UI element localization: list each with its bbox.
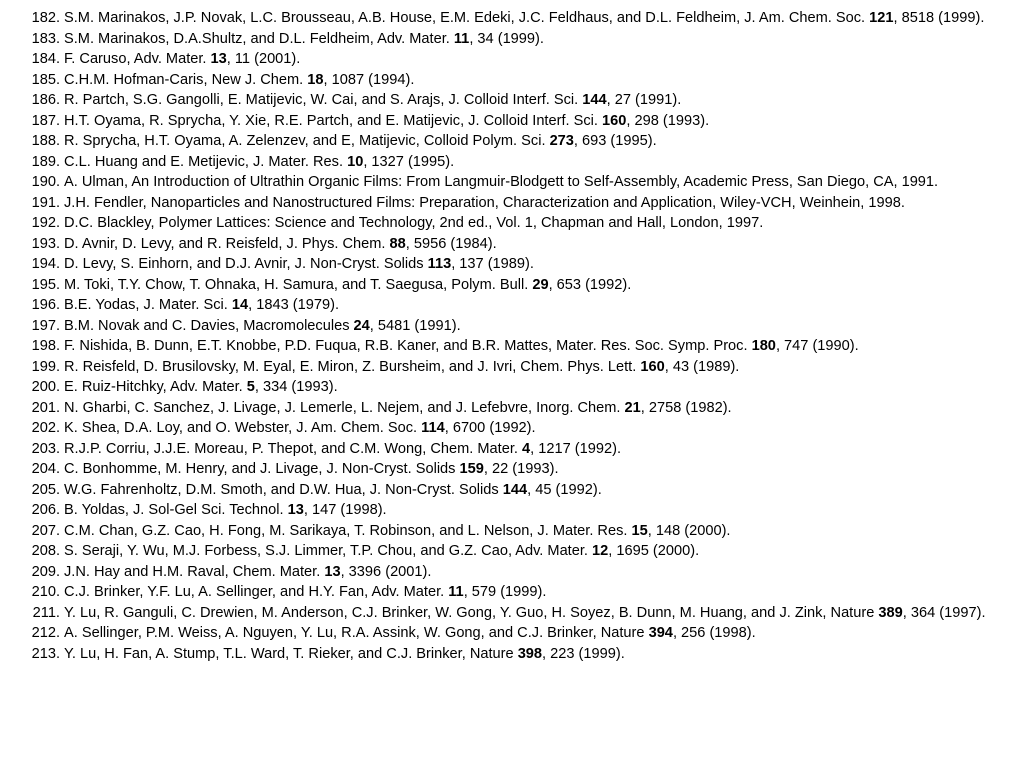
reference-volume: 144	[582, 92, 607, 108]
reference-pages-year: , 653 (1992).	[548, 276, 632, 293]
reference-pages-year: , 693 (1995).	[573, 133, 657, 149]
reference-number: 195.	[31, 276, 60, 293]
reference-number: 183.	[31, 30, 60, 47]
reference-text: A. Sellinger, P.M. Weiss, A. Nguyen, Y. Lu, R.A. Assink, W. Gong, and C.J. Brinker, Nature	[64, 625, 649, 641]
reference-volume: 4	[522, 440, 531, 457]
reference-number: 192.	[31, 215, 60, 231]
reference-item	[0, 644, 1012, 665]
reference-volume: 5	[246, 379, 255, 395]
reference-volume: 144	[502, 481, 528, 498]
reference-volume: 273	[549, 133, 574, 149]
reference-volume: 21	[624, 399, 641, 416]
reference-number: 187.	[31, 112, 60, 129]
reference-text: A. Ulman, An Introduction of Ultrathin Organic Films: From Langmuir-Blodgett to Self-Assembly, Academic Press, San Diego, CA, 1991.	[64, 174, 939, 190]
reference-text: J.N. Hay and H.M. Raval, Chem. Mater.	[64, 563, 325, 580]
reference-number: 197.	[31, 317, 60, 334]
reference-pages-year: , 5481 (1991).	[369, 317, 461, 334]
reference-number: 193.	[31, 235, 60, 252]
reference-item	[0, 398, 1012, 419]
reference-pages-year: , 298 (1993).	[626, 112, 710, 129]
reference-item	[0, 603, 1012, 624]
reference-item	[0, 29, 1012, 50]
reference-text: R. Partch, S.G. Gangolli, E. Matijevic, W. Cai, and S. Arajs, J. Colloid Interf. Sci.	[64, 92, 583, 108]
reference-pages-year: , 3396 (2001).	[340, 563, 432, 580]
reference-volume: 24	[353, 317, 370, 334]
reference-text: D. Avnir, D. Levy, and R. Reisfeld, J. Phys. Chem.	[64, 235, 390, 252]
reference-item	[0, 439, 1012, 460]
reference-number: 184.	[31, 51, 60, 67]
reference-text: Y. Lu, R. Ganguli, C. Drewien, M. Anderson, C.J. Brinker, W. Gong, Y. Guo, H. Soyez, B. Dunn, M. Huang, and J. Zink, Nature	[64, 604, 879, 621]
reference-item	[0, 275, 1012, 296]
reference-pages-year: , 747 (1990).	[775, 338, 859, 354]
reference-pages-year: , 1327 (1995).	[363, 153, 455, 170]
reference-pages-year: , 137 (1989).	[451, 256, 534, 272]
reference-number: 213.	[31, 645, 60, 662]
reference-text: E. Ruiz-Hitchky, Adv. Mater.	[64, 379, 247, 395]
reference-item	[0, 193, 1012, 214]
reference-item	[0, 90, 1012, 111]
reference-text: C. Bonhomme, M. Henry, and J. Livage, J. Non-Cryst. Solids	[64, 461, 460, 477]
reference-number: 201.	[31, 399, 60, 416]
reference-volume: 14	[231, 297, 249, 313]
reference-text: H.T. Oyama, R. Sprycha, Y. Xie, R.E. Partch, and E. Matijevic, J. Colloid Interf. Sci.	[64, 112, 603, 129]
reference-volume: 29	[532, 276, 549, 293]
reference-volume: 160	[602, 112, 627, 129]
reference-item	[0, 582, 1012, 603]
reference-pages-year: , 1087 (1994).	[323, 71, 415, 88]
reference-item	[0, 234, 1012, 255]
reference-number: 188.	[31, 133, 60, 149]
reference-text: K. Shea, D.A. Loy, and O. Webster, J. Am. Chem. Soc.	[64, 420, 422, 436]
reference-pages-year: , 43 (1989).	[664, 358, 740, 375]
reference-number: 199.	[31, 358, 60, 375]
reference-volume: 13	[210, 51, 227, 67]
reference-text: C.M. Chan, G.Z. Cao, H. Fong, M. Sarikaya, T. Robinson, and L. Nelson, J. Mater. Res.	[64, 522, 632, 539]
reference-pages-year: , 579 (1999).	[463, 584, 547, 600]
reference-number: 186.	[31, 92, 60, 108]
reference-pages-year: , 148 (2000).	[647, 522, 731, 539]
reference-volume: 159	[459, 461, 484, 477]
reference-volume: 398	[517, 645, 543, 662]
reference-pages-year: , 364 (1997).	[902, 604, 986, 621]
reference-text: R.J.P. Corriu, J.J.E. Moreau, P. Thepot, and C.M. Wong, Chem. Mater.	[64, 440, 523, 457]
reference-item	[0, 480, 1012, 501]
reference-volume: 18	[307, 71, 324, 88]
reference-item	[0, 8, 1012, 29]
reference-pages-year: , 34 (1999).	[469, 30, 544, 47]
reference-item	[0, 316, 1012, 337]
reference-volume: 394	[648, 625, 673, 641]
reference-item	[0, 500, 1012, 521]
reference-volume: 180	[751, 338, 776, 354]
reference-item	[0, 418, 1012, 439]
reference-pages-year: , 256 (1998).	[672, 625, 756, 641]
reference-text: R. Reisfeld, D. Brusilovsky, M. Eyal, E. Miron, Z. Bursheim, and J. Ivri, Chem. Phys. Lett.	[64, 358, 641, 375]
reference-number: 204.	[31, 461, 60, 477]
reference-item	[0, 623, 1012, 644]
reference-number: 207.	[31, 522, 60, 539]
reference-pages-year: , 6700 (1992).	[444, 420, 536, 436]
reference-volume: 11	[448, 584, 464, 600]
reference-number: 182.	[31, 10, 60, 26]
reference-item	[0, 152, 1012, 173]
reference-number: 210.	[31, 584, 60, 600]
reference-text: B.M. Novak and C. Davies, Macromolecules	[64, 317, 354, 334]
reference-text: D.C. Blackley, Polymer Lattices: Science and Technology, 2nd ed., Vol. 1, Chapman and Hall, London, 1997.	[64, 215, 764, 231]
reference-volume: 13	[324, 563, 341, 580]
reference-number: 206.	[31, 502, 60, 518]
reference-number: 208.	[31, 543, 60, 559]
reference-pages-year: , 27 (1991).	[606, 92, 682, 108]
reference-text: J.H. Fendler, Nanoparticles and Nanostructured Films: Preparation, Characterization and Application, Wiley-VCH, Weinhein, 1998.	[64, 194, 905, 211]
reference-item	[0, 377, 1012, 398]
reference-text: C.J. Brinker, Y.F. Lu, A. Sellinger, and H.Y. Fan, Adv. Mater.	[64, 584, 449, 600]
reference-number: 196.	[31, 297, 60, 313]
reference-item	[0, 459, 1012, 480]
reference-number: 198.	[31, 338, 60, 354]
reference-pages-year: , 8518 (1999).	[893, 10, 985, 26]
reference-pages-year: , 1695 (2000).	[608, 543, 700, 559]
reference-text: S.M. Marinakos, D.A.Shultz, and D.L. Feldheim, Adv. Mater.	[64, 30, 454, 47]
reference-item	[0, 521, 1012, 542]
reference-pages-year: , 11 (2001).	[226, 51, 301, 67]
reference-volume: 114	[421, 420, 445, 436]
reference-number: 194.	[31, 256, 60, 272]
reference-list	[0, 8, 1012, 664]
reference-item	[0, 172, 1012, 193]
reference-volume: 11	[453, 30, 470, 47]
reference-number: 185.	[31, 71, 60, 88]
reference-pages-year: , 1217 (1992).	[530, 440, 622, 457]
reference-text: W.G. Fahrenholtz, D.M. Smoth, and D.W. Hua, J. Non-Cryst. Solids	[64, 481, 503, 498]
reference-text: B.E. Yodas, J. Mater. Sci.	[64, 297, 232, 313]
reference-item	[0, 254, 1012, 275]
reference-text: R. Sprycha, H.T. Oyama, A. Zelenzev, and E, Matijevic, Colloid Polym. Sci.	[64, 133, 550, 149]
reference-volume: 121	[869, 10, 894, 26]
reference-pages-year: , 147 (1998).	[303, 502, 387, 518]
reference-volume: 113	[427, 256, 452, 272]
reference-number: 212.	[31, 625, 60, 641]
reference-number: 205.	[31, 481, 60, 498]
reference-text: F. Caruso, Adv. Mater.	[64, 51, 211, 67]
reference-item	[0, 357, 1012, 378]
reference-text: S. Seraji, Y. Wu, M.J. Forbess, S.J. Limmer, T.P. Chou, and G.Z. Cao, Adv. Mater.	[64, 543, 593, 559]
reference-number: 203.	[31, 440, 60, 457]
reference-pages-year: , 223 (1999).	[542, 645, 625, 662]
reference-item	[0, 562, 1012, 583]
reference-item	[0, 295, 1012, 316]
reference-text: D. Levy, S. Einhorn, and D.J. Avnir, J. Non-Cryst. Solids	[64, 256, 428, 272]
reference-number: 211.	[32, 604, 60, 621]
reference-item	[0, 70, 1012, 91]
reference-item	[0, 541, 1012, 562]
reference-item	[0, 49, 1012, 70]
reference-volume: 12	[592, 543, 609, 559]
reference-text: N. Gharbi, C. Sanchez, J. Livage, J. Lemerle, L. Nejem, and J. Lefebvre, Inorg. Chem.	[64, 399, 625, 416]
reference-text: C.L. Huang and E. Metijevic, J. Mater. Res.	[64, 153, 348, 170]
reference-pages-year: , 45 (1992).	[527, 481, 602, 498]
reference-volume: 160	[640, 358, 665, 375]
reference-number: 200.	[31, 379, 60, 395]
reference-volume: 10	[347, 153, 364, 170]
reference-text: C.H.M. Hofman-Caris, New J. Chem.	[64, 71, 308, 88]
reference-number: 202.	[31, 420, 60, 436]
reference-item	[0, 131, 1012, 152]
reference-volume: 15	[631, 522, 648, 539]
reference-text: F. Nishida, B. Dunn, E.T. Knobbe, P.D. Fuqua, R.B. Kaner, and B.R. Mattes, Mater. Res. Soc. Symp. Proc.	[64, 338, 752, 354]
reference-text: Y. Lu, H. Fan, A. Stump, T.L. Ward, T. Rieker, and C.J. Brinker, Nature	[64, 645, 518, 662]
reference-item	[0, 111, 1012, 132]
reference-text: B. Yoldas, J. Sol-Gel Sci. Technol.	[64, 502, 288, 518]
reference-item	[0, 336, 1012, 357]
reference-pages-year: , 2758 (1982).	[640, 399, 732, 416]
reference-text: S.M. Marinakos, J.P. Novak, L.C. Brousseau, A.B. House, E.M. Edeki, J.C. Feldhaus, and D.L. Feldheim, J. Am. Chem. Soc.	[64, 10, 870, 26]
reference-item	[0, 213, 1012, 234]
reference-number: 189.	[31, 153, 60, 170]
reference-volume: 389	[878, 604, 903, 621]
reference-volume: 13	[287, 502, 304, 518]
reference-pages-year: , 334 (1993).	[254, 379, 338, 395]
reference-text: M. Toki, T.Y. Chow, T. Ohnaka, H. Samura, and T. Saegusa, Polym. Bull.	[64, 276, 533, 293]
reference-number: 191.	[31, 194, 60, 211]
reference-volume: 88	[389, 235, 406, 252]
reference-pages-year: , 1843 (1979).	[248, 297, 340, 313]
reference-number: 190.	[31, 174, 60, 190]
reference-pages-year: , 5956 (1984).	[405, 235, 497, 252]
reference-number: 209.	[31, 563, 60, 580]
reference-pages-year: , 22 (1993).	[483, 461, 559, 477]
